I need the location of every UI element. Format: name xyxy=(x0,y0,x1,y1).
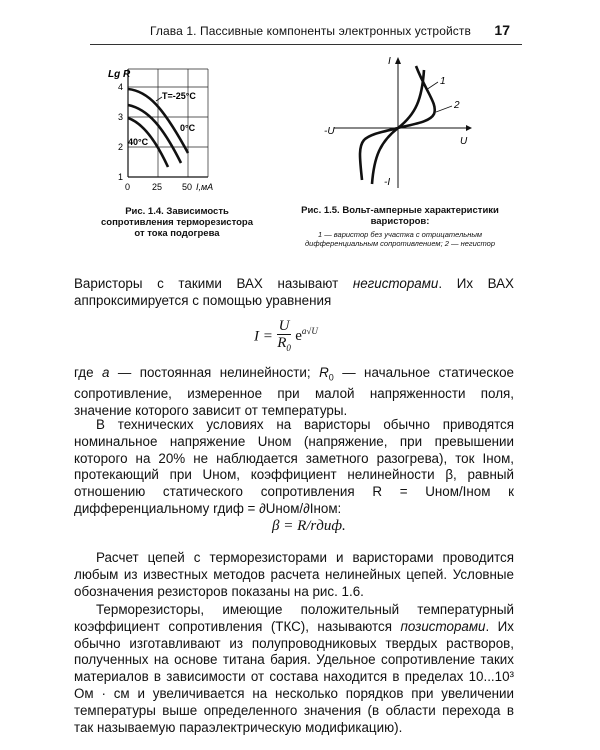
fig14-caption: Рис. 1.4. Зависимость сопротивления терморезистора от тока подогрева xyxy=(100,206,254,239)
fig15-leader-2 xyxy=(436,106,452,112)
page-number: 17 xyxy=(494,22,510,38)
fig14-y-tick-4: 4 xyxy=(118,82,124,92)
formula1-exponent: $e^{a√U}$ xyxy=(295,326,318,345)
fig14-label-0: 0°C xyxy=(180,123,196,133)
p5-term-pozistor: позисторами xyxy=(400,618,486,634)
fig14-y-axis-label: Lg R xyxy=(108,69,131,80)
formula1-fraction xyxy=(277,318,292,356)
fig14-x-axis-label: I,мА xyxy=(196,182,214,192)
running-header: Глава 1. Пассивные компоненты электронных устройств xyxy=(150,24,471,38)
fig14-y-tick-1: 1 xyxy=(118,172,124,182)
fig15-curve-2 xyxy=(360,66,435,180)
p1-text-a: Варисторы с такими ВАХ называют xyxy=(74,276,353,291)
header-rule xyxy=(90,44,522,45)
fig15-i-axis-label: I xyxy=(388,56,391,67)
fig15-caption xyxy=(284,205,516,248)
fig14-y-tick-3: 3 xyxy=(118,112,124,122)
fig15-label-2: 2 xyxy=(454,100,460,111)
paragraph-1 xyxy=(74,276,514,310)
p2-var-r0: R xyxy=(319,365,329,380)
fig15-leader-1 xyxy=(426,82,438,90)
paragraph-5: Терморезисторы, имеющие положительный температурный коэффициент сопротивления (ТКС), называются позисторами. Их обычно изготавливают из полупроводниковых твердых растворов, полученных на основе титана бария. Удельное сопротивление таких материалов в зависимости от состава находится в пределах 10...10³ Ом · см и увеличивается на несколько порядков при увеличении температуры выше определенного значения (в области перехода в так называемую параэлектрическую модификацию). xyxy=(74,602,514,735)
fig15-u-arrow xyxy=(466,125,472,131)
fig15-caption-note: 1 — варистор без участка с отрицательным дифференциальным сопротивлением; 2 — негистор xyxy=(305,230,495,248)
fig15-u-axis-label: U xyxy=(460,136,468,147)
fig15-caption-title: Рис. 1.5. Вольт-амперные характеристики варисторов: xyxy=(301,205,499,227)
formula-2: β = R/rдиф. xyxy=(272,518,346,534)
fig14-label-40: 40°C xyxy=(128,137,149,147)
paragraph-2: где a — постоянная нелинейности; $R_0$ — начальное статическое сопротивление, измеренное при малой напряженности поля, значение которого зависит от температуры. xyxy=(74,365,515,419)
fig14-x-tick-50: 50 xyxy=(182,182,193,192)
formula1-denominator: $R_0$ xyxy=(277,335,291,353)
paragraph-3: В технических условиях на варисторы обычно приводятся номинальное напряжение Uном (напряжение, при превышении которого на 20% не наблюдается заметного разогрева), ток Iном, протекающий при Uном, коэффициент нелинейности β, равный отношению статического сопротивления R = Uном/Iном к дифференциальному rдиф = ∂Uном/∂Iном: xyxy=(74,417,514,516)
fig14-y-tick-2: 2 xyxy=(118,142,124,152)
p2-var-a: a xyxy=(102,365,110,380)
fig14-x-tick-0: 0 xyxy=(125,182,131,192)
fig14-label-minus25: T=-25°C xyxy=(162,91,196,101)
fig14-x-tick-25: 25 xyxy=(152,182,163,192)
figure-1-5 xyxy=(312,52,482,197)
p1-text-b: . Их ВАХ аппроксимируется с помощью уравнения xyxy=(74,276,514,308)
fig15-neg-i-label: -I xyxy=(384,177,391,188)
formula1-lhs: I = xyxy=(254,328,277,345)
p1-term-negistor: негисторами xyxy=(352,276,439,291)
formula1-numerator: U xyxy=(278,318,290,334)
fig15-neg-u-label: -U xyxy=(324,126,335,137)
figure-1-4 xyxy=(108,55,218,200)
fig14-curve-0 xyxy=(128,105,181,163)
fig15-i-arrow xyxy=(395,57,401,64)
formula-1 xyxy=(254,318,318,356)
fig15-label-1: 1 xyxy=(440,76,446,87)
paragraph-4: Расчет цепей с терморезисторами и варисторами проводится любым из известных методов расчета нелинейных цепей. Условные обозначения резисторов показаны на рис. 1.6. xyxy=(74,550,514,599)
